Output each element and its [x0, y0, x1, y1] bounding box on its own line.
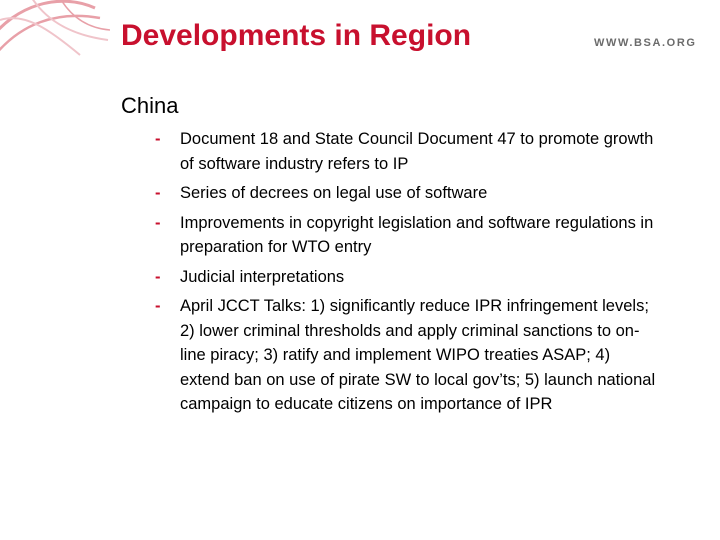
bullet-dash: - [155, 130, 161, 148]
bullet-item [155, 294, 660, 417]
bsa-swoosh-logo [0, 0, 110, 62]
website-url: WWW.BSA.ORG [594, 37, 697, 49]
bullet-text: Judicial interpretations [180, 267, 345, 286]
bullet-dash: - [155, 267, 161, 286]
bullet-text: Document 18 and State Council Document 47 to promote growth of software industry refers to IP [180, 130, 654, 173]
bullet-item [155, 211, 660, 260]
bullet-dash: - [155, 297, 161, 315]
section-heading: China [121, 93, 179, 118]
bullet-text: Improvements in copyright legislation and software regulations in preparation for WTO entry [180, 213, 654, 256]
bullet-list [155, 127, 660, 422]
bullet-item [155, 127, 660, 176]
bullet-item [155, 265, 660, 290]
page-title: Developments in Region [121, 19, 472, 52]
bullet-dash: - [155, 213, 161, 232]
bullet-dash: - [155, 184, 161, 202]
bullet-text: April JCCT Talks: 1) significantly reduce IPR infringement levels; 2) lower criminal thresholds and apply criminal sanctions to on-line piracy; 3) ratify and implement WIPO treaties ASAP; 4) extend ban on use of pirate SW to local gov’ts; 5) launch national campaign to educate citizens on importance of IPR [180, 297, 656, 413]
bullet-text: Series of decrees on legal use of software [180, 184, 488, 202]
bullet-item [155, 181, 660, 206]
